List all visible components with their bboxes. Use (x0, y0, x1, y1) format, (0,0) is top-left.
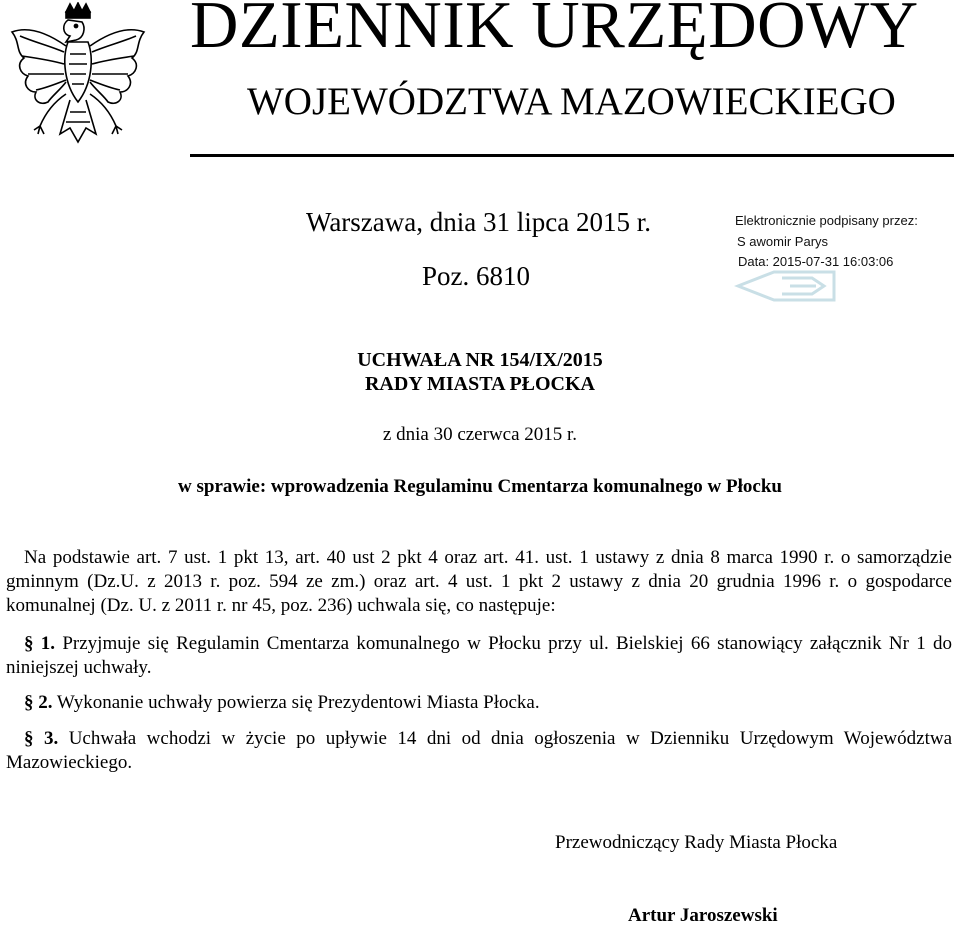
signatory-name: Artur Jaroszewski (628, 905, 778, 926)
signature-date: Data: 2015-07-31 16:03:06 (738, 254, 894, 269)
section-text: Uchwała wchodzi w życie po upływie 14 dni od dnia ogłoszenia w Dzienniku Urzędowym Województwa Mazowieckiego. (6, 728, 952, 773)
journal-subtitle: WOJEWÓDZTWA MAZOWIECKIEGO (247, 80, 896, 123)
resolution-authority: RADY MIASTA PŁOCKA (364, 373, 595, 395)
resolution-date: z dnia 30 czerwca 2015 r. (382, 424, 578, 445)
legal-basis-paragraph: Na podstawie art. 7 ust. 1 pkt 13, art. 40 ust 2 pkt 4 oraz art. 41. ust. 1 ustawy z dnia 8 marca 1990 r. o samorządzie gminnym (Dz.U. z 2013 r. poz. 594 ze zm.) oraz art. 4 ust. 1 pkt 2 ustawy z dnia 20 grudnia 1996 r. o gospodarce komunalnej (Dz. U. z 2011 r. nr 45, poz. 236) uchwala się, co następuje: (6, 547, 952, 616)
section-number: § 1. (24, 633, 56, 654)
polish-eagle-emblem-icon (6, 2, 150, 156)
section-text: Wykonanie uchwały powierza się Prezydentowi Miasta Płocka. (56, 692, 540, 713)
resolution-number: UCHWAŁA NR 154/IX/2015 (357, 349, 603, 371)
section-text: Przyjmuje się Regulamin Cmentarza komunalnego w Płocku przy ul. Bielskiej 66 stanowiący załącznik Nr 1 do niniejszej uchwały. (6, 633, 953, 678)
publication-position: Poz. 6810 (422, 261, 530, 291)
e-signature-stamp-icon (734, 268, 840, 304)
header-divider (190, 154, 954, 157)
section-2 (6, 691, 952, 715)
section-number: § 3. (24, 728, 59, 749)
signature-signer: S awomir Parys (737, 234, 829, 249)
section-1 (6, 632, 952, 680)
section-number: § 2. (24, 692, 53, 713)
signature-label: Elektronicznie podpisany przez: (735, 213, 918, 228)
publication-place-date: Warszawa, dnia 31 lipca 2015 r. (306, 207, 651, 237)
resolution-subject: w sprawie: wprowadzenia Regulaminu Cmentarza komunalnego w Płocku (178, 476, 782, 497)
section-3 (6, 727, 952, 775)
journal-title: DZIENNIK URZĘDOWY (190, 0, 919, 62)
signatory-role: Przewodniczący Rady Miasta Płocka (555, 832, 838, 853)
